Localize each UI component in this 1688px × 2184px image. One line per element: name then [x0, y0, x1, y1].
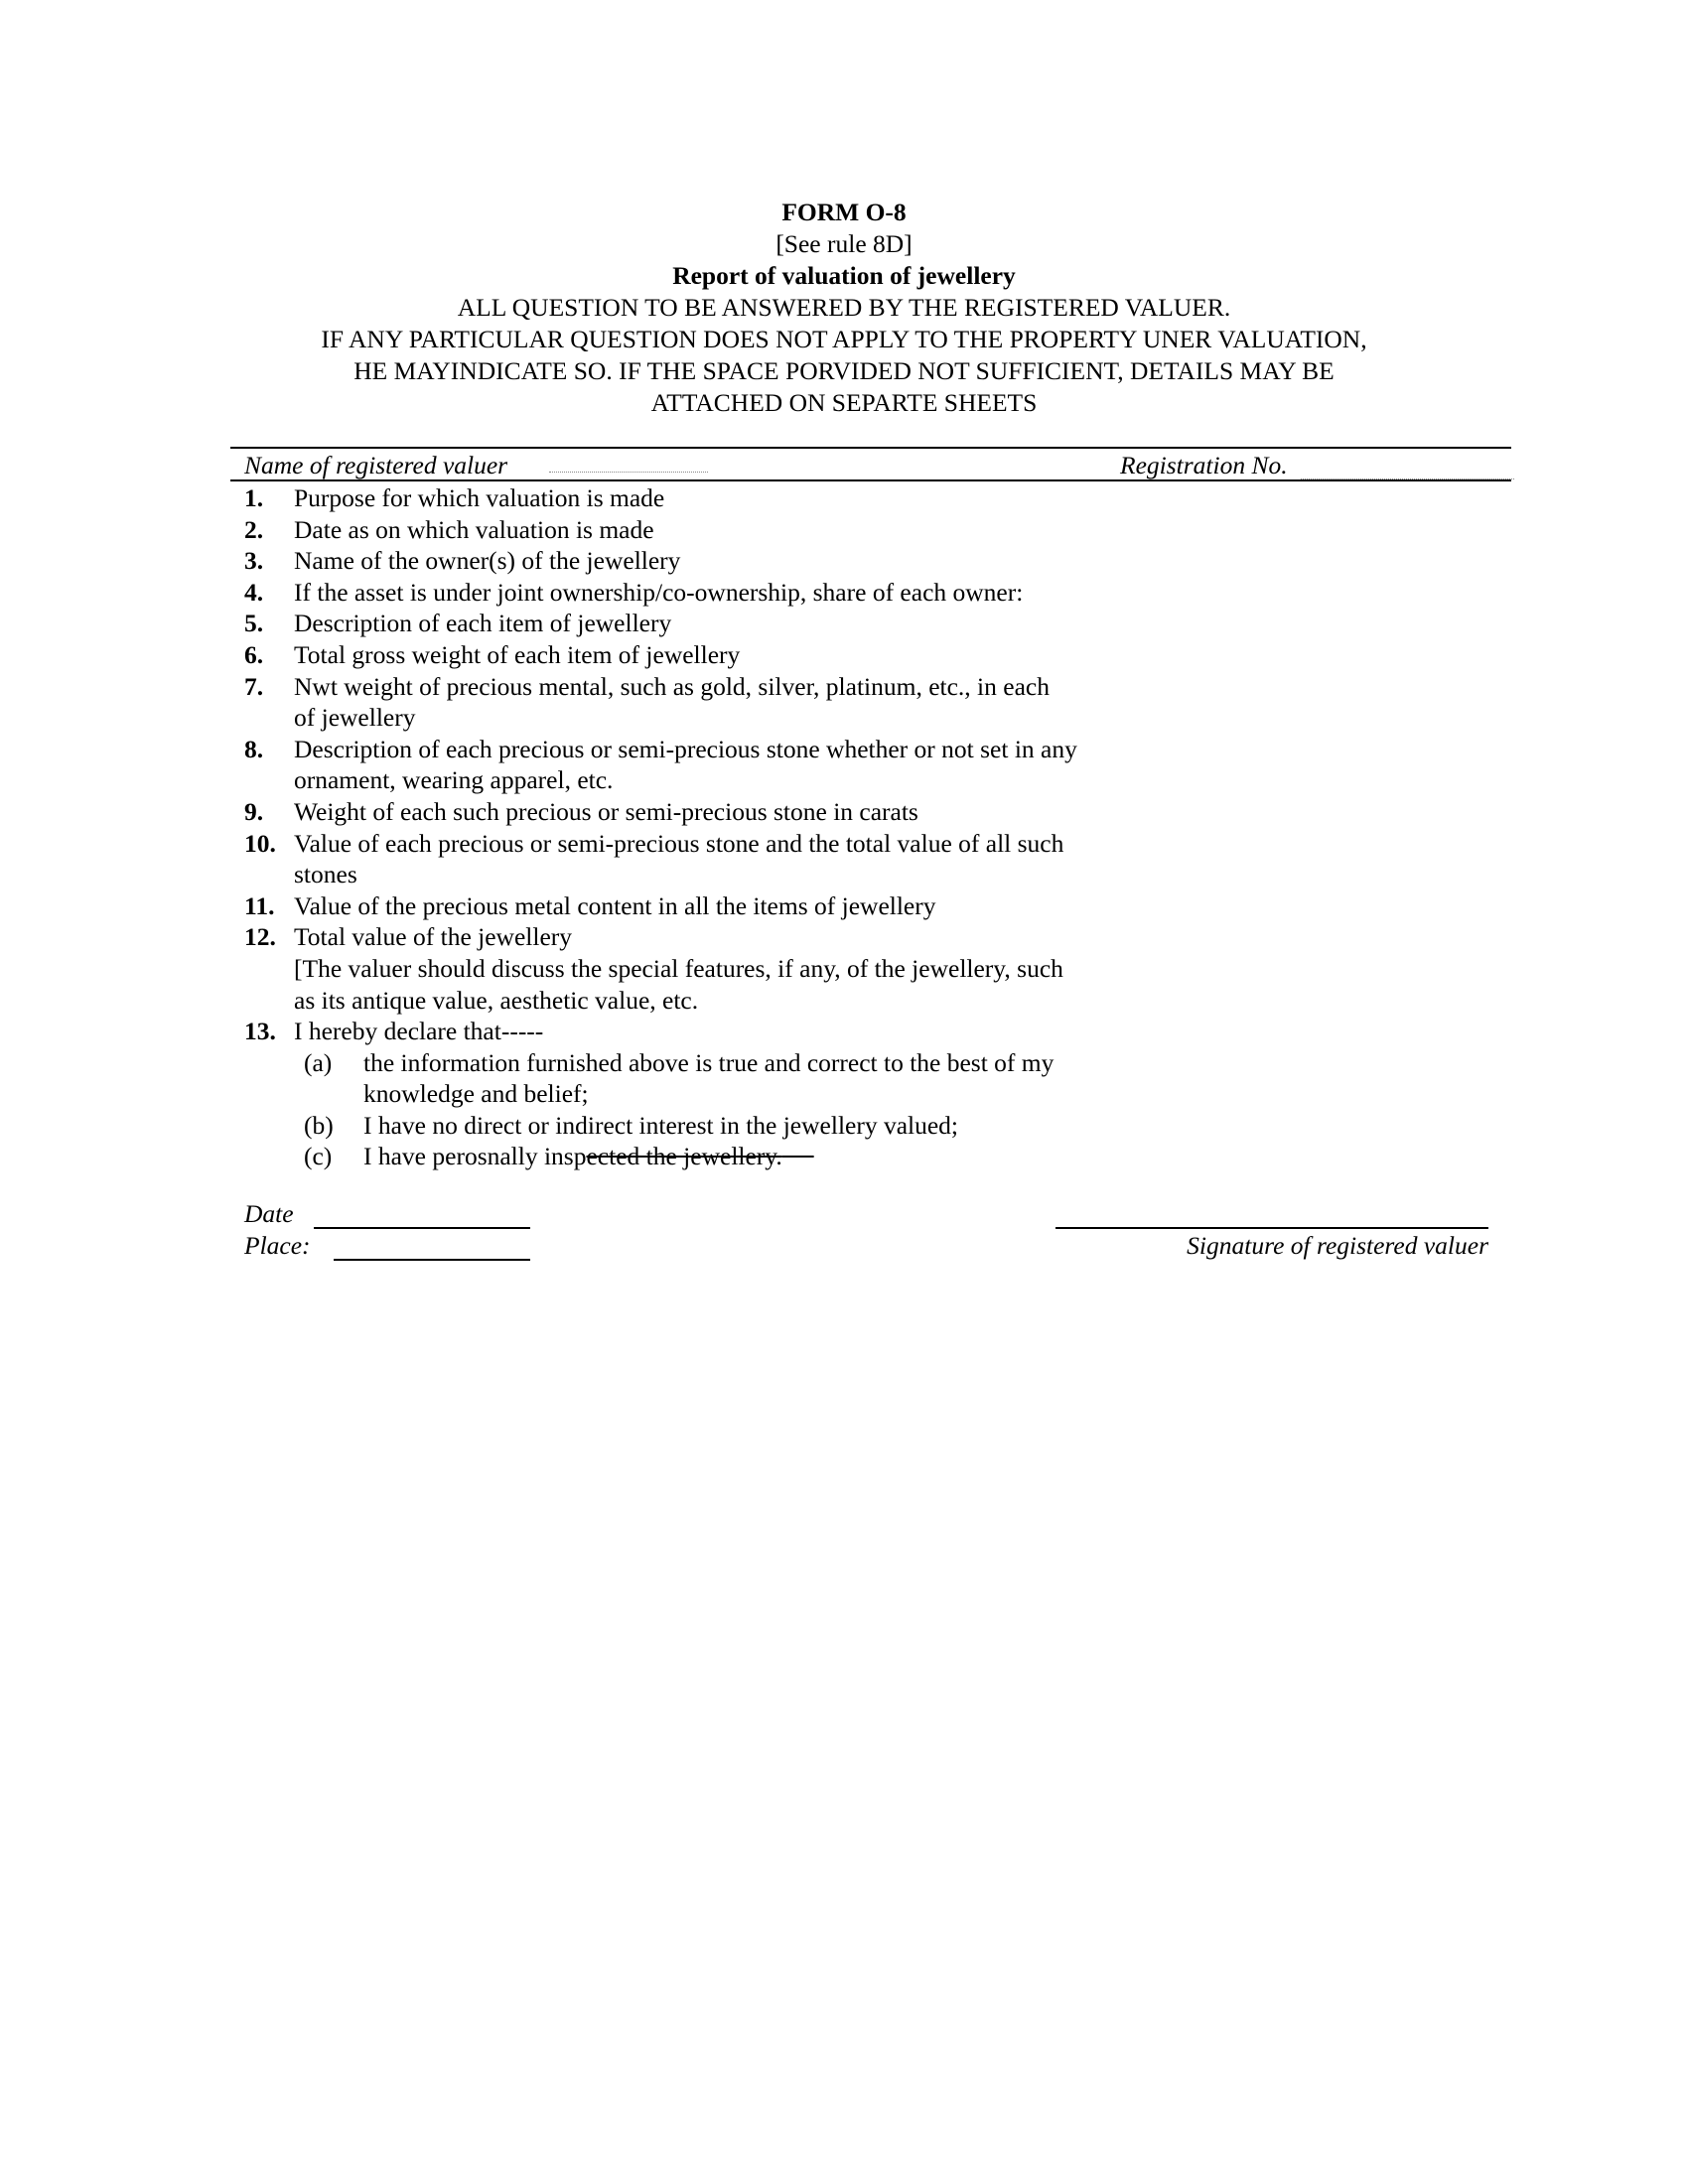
top-rule — [230, 447, 1511, 449]
question-list — [244, 482, 1138, 1172]
declaration-body — [363, 1141, 1138, 1172]
item-number: 1. — [244, 483, 264, 512]
declaration-item — [244, 1110, 1138, 1142]
form-title: Report of valuation of jewellery — [672, 261, 1016, 290]
item-text: Total gross weight of each item of jewellery — [294, 639, 741, 669]
list-item — [244, 734, 1138, 796]
struck-text: ected the jewellery. — [586, 1142, 782, 1171]
declaration-text: I have no direct or indirect interest in the jewellery valued; — [363, 1110, 959, 1140]
date-field[interactable] — [314, 1227, 530, 1229]
item-number: 8. — [244, 734, 264, 763]
declaration-text: the information furnished above is true and correct to the best of my knowledge and belief; — [363, 1047, 1055, 1109]
declaration-item — [244, 1141, 1138, 1172]
item-text: Value of the precious metal content in all the items of jewellery — [294, 890, 936, 920]
signature-line[interactable] — [1055, 1227, 1488, 1229]
date-label: Date — [244, 1199, 294, 1228]
item-number: 11. — [244, 890, 275, 920]
valuer-name-label: Name of registered valuer — [244, 451, 508, 479]
list-item — [244, 828, 1138, 890]
list-item — [244, 608, 1138, 639]
list-item — [244, 577, 1138, 609]
list-item — [244, 514, 1138, 546]
item-text: Purpose for which valuation is made — [294, 483, 665, 512]
instruction-line: ATTACHED ON SEPARTE SHEETS — [650, 388, 1038, 417]
item-text: If the asset is under joint ownership/co-ownership, share of each owner: — [294, 577, 1024, 607]
list-item — [244, 671, 1138, 734]
item-text: Total value of the jewellery — [294, 922, 573, 952]
signature-label: Signature of registered valuer — [1187, 1231, 1488, 1260]
declaration-text: I have perosnally insp — [363, 1142, 587, 1171]
item-number: 9. — [244, 796, 264, 826]
item-body — [294, 921, 1138, 1016]
list-item — [244, 921, 1138, 1016]
item-number: 10. — [244, 828, 276, 858]
item-number: 12. — [244, 922, 276, 952]
declaration-item — [244, 1047, 1138, 1110]
item-number: 6. — [244, 639, 264, 669]
list-item — [244, 890, 1138, 922]
valuer-name-field[interactable] — [549, 472, 708, 473]
item-text: Value of each precious or semi-precious stone and the total value of all such stones — [294, 828, 1064, 889]
place-field[interactable] — [334, 1259, 530, 1261]
item-text: Weight of each such precious or semi-precious stone in carats — [294, 796, 918, 826]
strike-tail — [782, 1142, 814, 1170]
list-item — [244, 796, 1138, 828]
item-text: Description of each item of jewellery — [294, 609, 672, 638]
item-text: Nwt weight of precious mental, such as gold, silver, platinum, etc., in each of jewellery — [294, 671, 1050, 733]
item-number: 7. — [244, 671, 264, 701]
item-text: Description of each precious or semi-precious stone whether or not set in any ornament, wearing apparel, etc. — [294, 734, 1077, 795]
item-note: [The valuer should discuss the special features, if any, of the jewellery, such as its antique value, aesthetic value, etc. — [294, 953, 1063, 1015]
form-header — [0, 197, 1688, 419]
place-label: Place: — [244, 1231, 311, 1260]
instruction-line: IF ANY PARTICULAR QUESTION DOES NOT APPLY TO THE PROPERTY UNER VALUATION, — [321, 325, 1367, 353]
item-text: Date as on which valuation is made — [294, 514, 654, 544]
item-number: 4. — [244, 577, 264, 607]
form-number: FORM O-8 — [781, 198, 907, 226]
item-text: I hereby declare that----- — [294, 1017, 544, 1046]
declaration-label: (a) — [304, 1047, 333, 1077]
list-item — [244, 545, 1138, 577]
declaration-label: (c) — [304, 1142, 333, 1171]
list-item — [244, 482, 1138, 514]
instruction-line: HE MAYINDICATE SO. IF THE SPACE PORVIDED NOT SUFFICIENT, DETAILS MAY BE — [353, 356, 1335, 385]
rule-reference: [See rule 8D] — [775, 229, 913, 258]
list-item — [244, 639, 1138, 671]
item-number: 3. — [244, 546, 264, 576]
declaration-label: (b) — [304, 1110, 334, 1140]
item-number: 5. — [244, 609, 264, 638]
item-number: 2. — [244, 514, 264, 544]
registration-no-label: Registration No. — [1120, 451, 1288, 479]
instruction-line: ALL QUESTION TO BE ANSWERED BY THE REGISTERED VALUER. — [457, 293, 1231, 322]
bottom-rule — [230, 479, 1511, 481]
list-item — [244, 1016, 1138, 1047]
item-number: 13. — [244, 1017, 276, 1046]
item-text: Name of the owner(s) of the jewellery — [294, 546, 681, 576]
